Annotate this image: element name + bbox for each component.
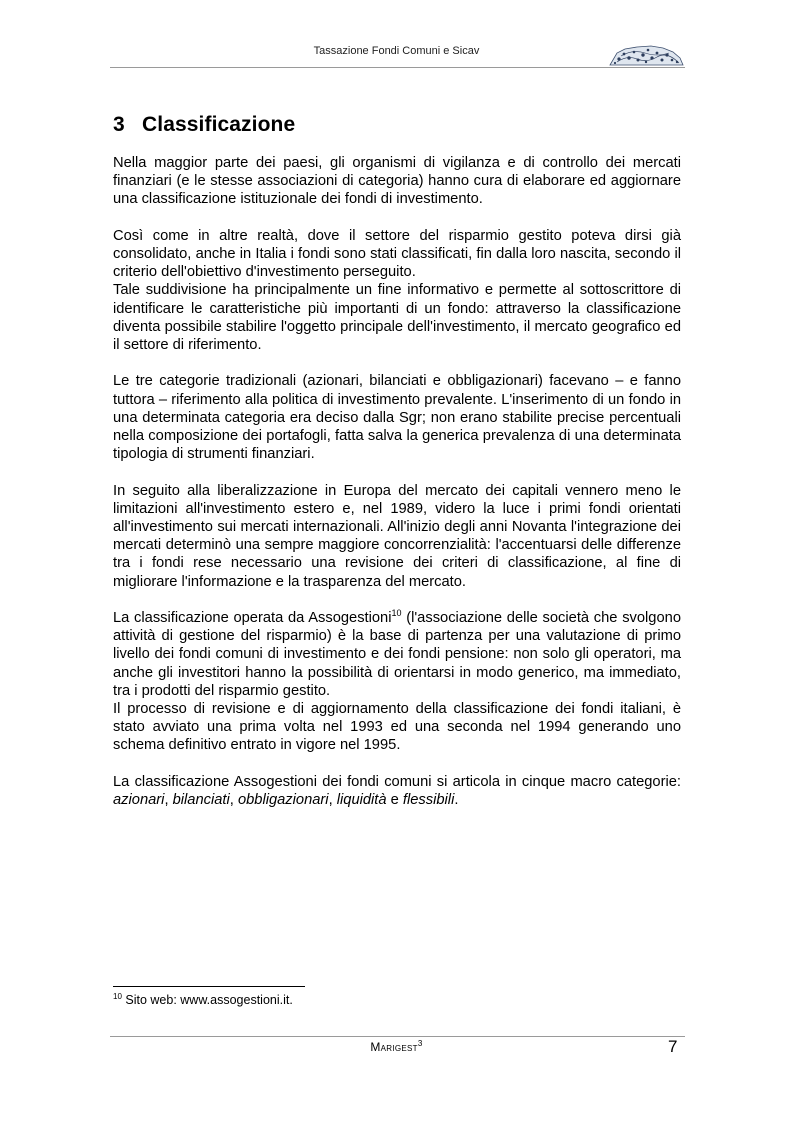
separator: ,: [328, 792, 337, 809]
paragraph-6: Il processo di revisione e di aggiornamento della classificazione dei fondi italiani, è stato avviato una prima volta nel 1993 ed una seconda nel 1994 generando uno schema definitivo entrato in vigore nel 1995.: [113, 701, 681, 754]
paragraph-1: Nella maggior parte dei paesi, gli organismi di vigilanza e di controllo dei mercati finanziari (e le stesse associazioni di categoria) hanno cura di elaborare ed aggiornare una classificazione istituzionale dei fondi di investimento.: [113, 155, 681, 208]
footnote-number: 10: [113, 991, 122, 1001]
category-liquidita: liquidità: [336, 792, 387, 809]
footnote-text: Sito web: www.assogestioni.it.: [121, 993, 293, 1007]
paragraph-5-start: La classificazione operata da Assogestioni: [113, 610, 392, 627]
chapter-number: 3: [113, 113, 125, 136]
page-number: 7: [668, 1037, 678, 1056]
chapter-title-text: Classificazione: [142, 113, 296, 136]
chapter-heading: [113, 113, 295, 137]
footnote-divider: [113, 986, 305, 987]
paragraph-4: In seguito alla liberalizzazione in Europa del mercato dei capitali vennero meno le limitazioni all'investimento estero e, nel 1989, videro la luce i primi fondi orientati all'investimento sui mercati internazionali. All'inizio degli anni Novanta l'integrazione dei mercati determinò una sempre maggiore concorrenzialità: l'accentuarsi delle differenze tra i fondi rese necessario una revisione dei criteri di classificazione, al fine di migliorare l'informazione e la trasparenza del mercato.: [113, 482, 681, 590]
footer-divider: [110, 1036, 685, 1037]
header-divider: [110, 67, 685, 68]
paragraph-3: Le tre categorie tradizionali (azionari, bilanciati e obbligazionari) facevano – e fanno tuttora – riferimento alla politica di investimento prevalente. L'inserimento di un fondo in una determinata categoria era deciso dalla Sgr; non erano stabilite precise percentuali nella composizione dei portafogli, fatta salva la generica prevalenza di una determinata tipologia di strumenti finanziari.: [113, 373, 681, 463]
paragraph-2a: Così come in altre realtà, dove il settore del risparmio gestito poteva dirsi già consolidato, anche in Italia i fondi sono stati classificati, fin dalla loro nascita, secondo il criterio dell'obiettivo d'investimento perseguito.: [113, 227, 681, 281]
separator: ,: [229, 792, 238, 809]
paragraph-5-rest: (l'associazione delle società che svolgono attività di gestione del risparmio) è la base di partenza per una valutazione di primo livello dei fondi comuni di investimento e dei fondi pensione: non solo gli operatori, ma anche gli investitori hanno la possibilità di orientarsi in modo generico, ma immediato, tra i prodotti del risparmio gestito.: [113, 610, 681, 699]
footnote: [113, 993, 293, 1007]
category-bilanciati: bilanciati: [172, 792, 230, 809]
category-flessibili: flessibili: [402, 792, 455, 809]
conjunction: e: [386, 792, 403, 809]
separator: ,: [164, 792, 173, 809]
decorative-pattern-logo-icon: [607, 43, 685, 67]
paragraph-7: [113, 773, 681, 809]
running-header-title: Tassazione Fondi Comuni e Sicav: [313, 45, 480, 57]
category-azionari: azionari: [113, 792, 165, 809]
paragraph-2b: Tale suddivisione ha principalmente un fine informativo e permette al sottoscrittore di identificare le caratteristiche più importanti di un fondo: attraverso la classificazione diventa possibile stabilire l'oggetto principale dell'investimento, il mercato geografico ed il settore di riferimento.: [113, 282, 681, 354]
footnote-reference[interactable]: 10: [391, 608, 402, 619]
footer-brand-name: Marigest: [370, 1040, 418, 1054]
category-obbligazionari: obbligazionari: [237, 792, 329, 809]
paragraph-7-intro: La classificazione Assogestioni dei fondi comuni si articola in cinque macro categorie:: [113, 773, 681, 790]
paragraph-5: [113, 609, 681, 700]
footer-brand-superscript: 3: [417, 1039, 423, 1048]
period: .: [454, 792, 459, 809]
body-text: [113, 154, 681, 827]
